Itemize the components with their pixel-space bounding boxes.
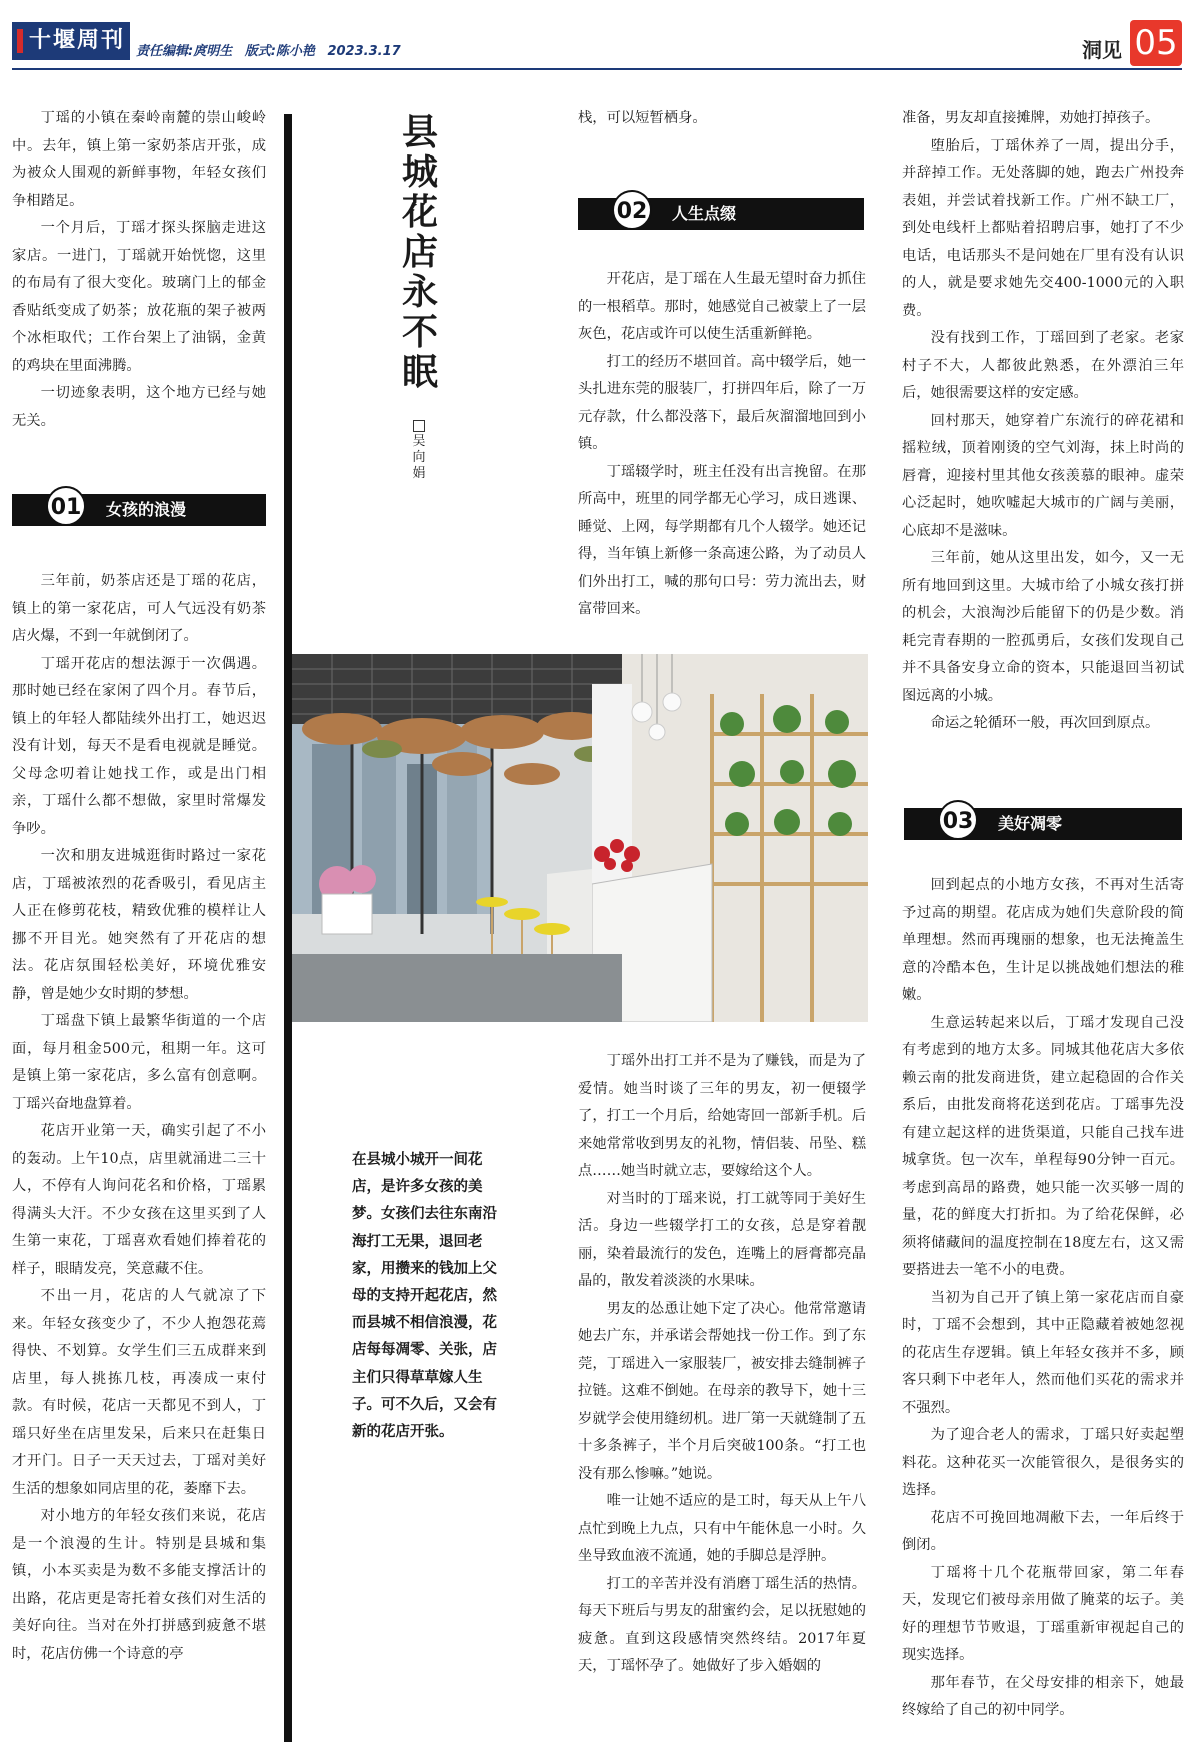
column-3-continuation bbox=[578, 105, 866, 133]
paragraph: 花店不可挽回地凋敝下去，一年后终于倒闭。 bbox=[902, 1509, 1184, 1553]
header-rule bbox=[12, 68, 1182, 70]
flower-shop-illustration bbox=[292, 654, 868, 1022]
paragraph: 对当时的丁瑶来说，打工就等同于美好生活。身边一些辍学打工的女孩，总是穿着靓丽，染着最流行的发色，连嘴上的唇膏都亮晶晶的，散发着淡淡的水果味。 bbox=[578, 1190, 866, 1289]
paragraph: 堕胎后，丁瑶休养了一周，提出分手，并辞掉工作。无处落脚的她，跑去广州投奔表姐，并尝试着找新工作。广州不缺工厂，到处电线杆上都贴着招聘启事，她打了不少电话，电话那头不是问她在厂里有没有认识的人，就是要求她先交400-1000元的入职费。 bbox=[902, 137, 1184, 319]
paragraph: 开花店，是丁瑶在人生最无望时奋力抓住的一根稻草。那时，她感觉自己被蒙上了一层灰色，花店或许可以使生活重新鲜艳。 bbox=[578, 271, 866, 342]
paragraph: 回到起点的小地方女孩，不再对生活寄予过高的期望。花店成为她们失意阶段的简单理想。然而再瑰丽的想象，也无法掩盖生意的冷酷本色，生计足以挑战她们想法的稚嫩。 bbox=[902, 877, 1184, 1003]
paragraph: 为了迎合老人的需求，丁瑶只好卖起塑料花。这种花买一次能管很久，是很务实的选择。 bbox=[902, 1427, 1184, 1498]
column-1-intro bbox=[12, 105, 266, 435]
paragraph: 三年前，她从这里出发，如今，又一无所有地回到这里。大城市给了小城女孩打拼的机会，大浪淘沙后能留下的仍是少数。消耗完青春期的一腔孤勇后，女孩们发现自己并不具备安身立命的资本，只能退回当初试图远离的小城。 bbox=[902, 550, 1184, 704]
issue-date: 2023.3.17 bbox=[327, 44, 401, 59]
paragraph: 丁瑶将十几个花瓶带回家，第二年春天，发现它们被母亲用做了腌菜的坛子。美好的理想节节败退，丁瑶重新审视起自己的现实选择。 bbox=[902, 1564, 1184, 1663]
paragraph: 回村那天，她穿着广东流行的碎花裙和摇粒绒，顶着刚烫的空气刘海，抹上时尚的唇膏，迎接村里其他女孩羡慕的眼神。虚荣心泛起时，她吹嘘起大城市的广阔与美丽，心底却不是滋味。 bbox=[902, 412, 1184, 539]
section-number: 02 bbox=[612, 190, 652, 230]
headline: 县城花店永不眠 bbox=[401, 111, 438, 393]
column-1-body bbox=[12, 568, 266, 1668]
paragraph: 三年前，奶茶店还是丁瑶的花店，镇上的第一家花店，可人气远没有奶茶店火爆，不到一年就倒闭了。 bbox=[12, 573, 266, 644]
paragraph: 没有找到工作，丁瑶回到了老家。老家村子不大，人都彼此熟悉，在外漂泊三年后，她很需要这样的安定感。 bbox=[902, 330, 1184, 401]
section-number: 01 bbox=[46, 486, 86, 526]
paragraph: 那年春节，在父母安排的相亲下，她最终嫁给了自己的初中同学。 bbox=[902, 1674, 1184, 1718]
section-number: 03 bbox=[938, 800, 978, 840]
paragraph: 不出一月，花店的人气就凉了下来。年轻女孩变少了，不少人抱怨花蔫得快、不划算。女学生们三五成群来到店里，每人挑拣几枝，再凑成一束付款。有时候，花店一天都见不到人，丁瑶只好坐在店里发呆，后来只在赶集日才开门。日子一天天过去，丁瑶对美好生活的想象如同店里的花，萎靡下去。 bbox=[12, 1288, 266, 1497]
section-header-01 bbox=[12, 494, 266, 526]
layout-credit: 版式:陈小艳 bbox=[244, 44, 315, 59]
paragraph: 丁瑶盘下镇上最繁华街道的一个店面，每月租金500元，租期一年。这可是镇上第一家花店，多么富有创意啊。丁瑶兴奋地盘算着。 bbox=[12, 1013, 266, 1112]
page-number: 05 bbox=[1130, 20, 1182, 66]
paragraph: 准备，男友却直接摊牌，劝她打掉孩子。 bbox=[902, 110, 1160, 126]
section-title: 美好凋零 bbox=[998, 814, 1063, 833]
paragraph: 唯一让她不适应的是工时，每天从上午八点忙到晚上九点，只有中午能休息一小时。久坐导致血液不流通，她的手脚总是浮肿。 bbox=[578, 1493, 866, 1564]
paragraph: 一次和朋友进城逛街时路过一家花店，丁瑶被浓烈的花香吸引，看见店主人正在修剪花枝，精致优雅的模样让人挪不开目光。她突然有了开花店的想法。花店氛围轻松美好，环境优雅安静，曾是她少女时期的梦想。 bbox=[12, 848, 266, 1002]
column-3-bottom bbox=[578, 1048, 866, 1681]
paragraph: 一切迹象表明，这个地方已经与她无关。 bbox=[12, 385, 266, 429]
column-4-top bbox=[902, 105, 1184, 738]
section-title: 女孩的浪漫 bbox=[106, 500, 187, 519]
paragraph: 打工的辛苦并没有消磨丁瑶生活的热情。每天下班后与男友的甜蜜约会，足以抚慰她的疲惫。直到这段感情突然终结。2017年夏天，丁瑶怀孕了。她做好了步入婚姻的 bbox=[578, 1575, 866, 1674]
byline-box-icon bbox=[413, 420, 425, 432]
paragraph: 命运之轮循环一般，再次回到原点。 bbox=[930, 715, 1160, 731]
paragraph: 生意运转起来以后，丁瑶才发现自己没有考虑到的地方太多。同城其他花店大多依赖云南的批发商进货，建立起稳固的合作关系后，由批发商将花送到花店。丁瑶事先没有建立起这样的进货渠道，只能自己找车进城拿货。包一次车，单程每90分钟一百元。考虑到高昂的路费，她只能一次买够一周的量，花的鲜度大打折扣。为了给花保鲜，必须将储藏间的温度控制在18度左右，这又需要搭进去一笔不小的电费。 bbox=[902, 1014, 1184, 1278]
paragraph: 丁瑶开花店的想法源于一次偶遇。那时她已经在家闲了四个月。春节后，镇上的年轻人都陆续外出打工，她迟迟没有计划，每天不是看电视就是睡觉。父母念叨着让她找工作，或是出门相亲，丁瑶什么都不想做，家里时常爆发争吵。 bbox=[12, 655, 266, 837]
pull-quote: 在县城小城开一间花店，是许多女孩的美梦。女孩们去往东南沿海打工无果，退回老家，用攒来的钱加上父母的支持开起花店，然而县城不相信浪漫，花店每每凋零、关张，店主们只得草草嫁人生子。可不久后，又会有新的花店开张。 bbox=[352, 1151, 497, 1441]
paragraph: 一个月后，丁瑶才探头探脑走进这家店。一进门，丁瑶就开始恍惚，这里的布局有了很大变化。玻璃门上的郁金香贴纸变成了奶茶；放花瓶的架子被两个冰柜取代；工作台架上了油锅，金黄的鸡块在里面沸腾。 bbox=[12, 220, 266, 374]
column-4-bottom bbox=[902, 872, 1184, 1725]
paragraph: 男友的怂恿让她下定了决心。他常常邀请她去广东，并承诺会帮她找一份工作。到了东莞，丁瑶进入一家服装厂，被安排去缝制裤子拉链。这难不倒她。在母亲的教导下，她十三岁就学会使用缝纫机。进厂第一天就缝制了五十多条裤子，半个月后突破100条。“打工也没有那么惨嘛。”她说。 bbox=[578, 1300, 866, 1482]
section-header-02 bbox=[578, 198, 864, 230]
paragraph: 栈，可以短暂栖身。 bbox=[578, 110, 707, 126]
column-3-top bbox=[578, 266, 866, 624]
section-name: 洞见 bbox=[1082, 38, 1122, 62]
page-credits bbox=[136, 40, 409, 59]
vertical-rule bbox=[284, 114, 292, 1742]
flower-shop-photo bbox=[292, 654, 868, 1022]
paragraph: 花店开业第一天，确实引起了不小的轰动。上午10点，店里就涌进二三十人，不停有人询问花名和价格，丁瑶累得满头大汗。不少女孩在这里买到了人生第一束花，丁瑶喜欢看她们捧着花的样子，眼睛发亮，笑意藏不住。 bbox=[12, 1123, 266, 1277]
paragraph: 丁瑶的小镇在秦岭南麓的崇山峻岭中。去年，镇上第一家奶茶店开张，成为被众人围观的新鲜事物，年轻女孩们争相踏足。 bbox=[12, 110, 266, 209]
paragraph: 丁瑶外出打工并不是为了赚钱，而是为了爱情。她当时谈了三年的男友，初一便辍学了，打工一个月后，给她寄回一部新手机。后来她常常收到男友的礼物，情侣装、吊坠、糕点……她当时就立志，要嫁给这个人。 bbox=[578, 1053, 866, 1179]
section-title: 人生点缀 bbox=[672, 204, 737, 223]
paragraph: 对小地方的年轻女孩们来说，花店是一个浪漫的生计。特别是县城和集镇，小本买卖是为数不多能支撑活计的出路，花店更是寄托着女孩们对生活的美好向往。当对在外打拼感到疲惫不堪时，花店仿佛一个诗意的亭 bbox=[12, 1508, 266, 1662]
byline: 吴向娟 bbox=[411, 420, 427, 482]
paragraph: 丁瑶辍学时，班主任没有出言挽留。在那所高中，班里的同学都无心学习，成日逃课、睡觉、上网，每学期都有几个人辍学。她还记得，当年镇上新修一条高速公路，为了动员人们外出打工，喊的那句口号：劳力流出去，财富带回来。 bbox=[578, 463, 866, 617]
masthead-logo: 十堰周刊 bbox=[12, 22, 130, 60]
paragraph: 当初为自己开了镇上第一家花店而自豪时，丁瑶不会想到，其中正隐藏着被她忽视的花店生存逻辑。镇上年轻女孩并不多，顾客只剩下中老年人，然而他们买花的需求并不强烈。 bbox=[902, 1289, 1184, 1416]
section-header-03 bbox=[904, 808, 1182, 840]
editor-credit: 责任编辑:庹明生 bbox=[136, 44, 233, 59]
paragraph: 打工的经历不堪回首。高中辍学后，她一头扎进东莞的服装厂，打拼四年后，除了一万元存款，什么都没落下，最后灰溜溜地回到小镇。 bbox=[578, 353, 866, 452]
